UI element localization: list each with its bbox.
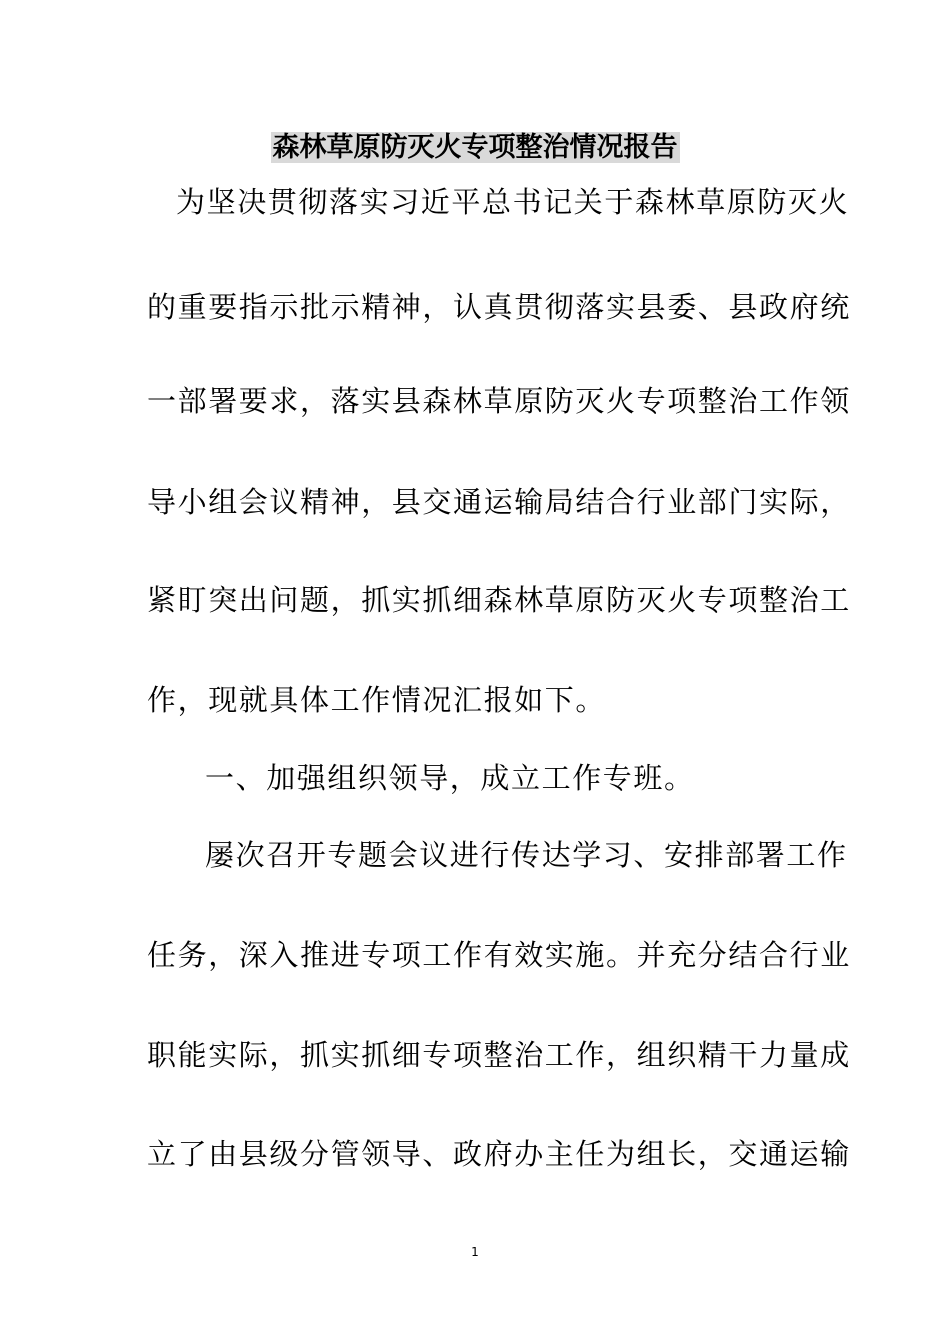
paragraph-line-2: 的重要指示批示精神，认真贯彻落实县委、县政府统 xyxy=(147,290,851,324)
paragraph-line-10: 立了由县级分管领导、政府办主任为组长，交通运输 xyxy=(147,1137,851,1171)
document-title xyxy=(0,128,950,168)
paragraph-line-5: 紧盯突出问题，抓实抓细森林草原防灭火专项整治工 xyxy=(147,583,851,617)
paragraph-line-6: 作，现就具体工作情况汇报如下。 xyxy=(147,683,607,717)
paragraph-line-8: 任务，深入推进专项工作有效实施。并充分结合行业 xyxy=(147,938,851,972)
paragraph-line-3: 一部署要求，落实县森林草原防灭火专项整治工作领 xyxy=(147,384,851,418)
section-heading-1: 一、加强组织领导，成立工作专班。 xyxy=(205,761,695,795)
paragraph-line-4: 导小组会议精神，县交通运输局结合行业部门实际， xyxy=(147,485,851,519)
page-number: 1 xyxy=(471,1245,479,1259)
document-title-text: 森林草原防灭火专项整治情况报告 xyxy=(272,132,678,163)
paragraph-line-1: 为坚决贯彻落实习近平总书记关于森林草原防灭火 xyxy=(176,185,850,219)
paragraph-line-7: 屡次召开专题会议进行传达学习、安排部署工作 xyxy=(205,838,848,872)
paragraph-line-9: 职能实际，抓实抓细专项整治工作，组织精干力量成 xyxy=(147,1038,851,1072)
